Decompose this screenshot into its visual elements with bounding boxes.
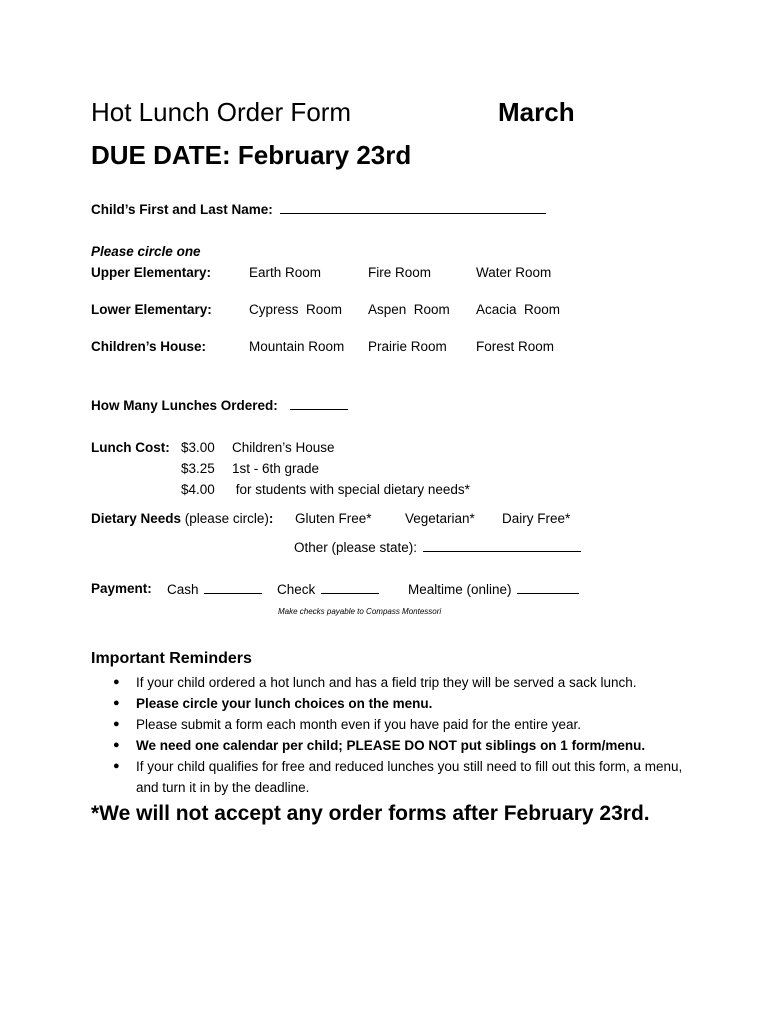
reminder-text: Please submit a form each month even if you have paid for the entire year.: [136, 717, 581, 732]
deadline-warning: *We will not accept any order forms after February 23rd.: [91, 802, 650, 825]
payment-label: Payment:: [91, 581, 152, 596]
dietary-label: Dietary Needs: [91, 511, 182, 526]
dietary-note: (please circle): [181, 511, 269, 526]
checks-payable-note: Make checks payable to Compass Montessori: [278, 607, 442, 616]
dietary-other-label: Other (please state):: [294, 540, 418, 555]
dietary-other-blank[interactable]: [423, 539, 581, 552]
bullet-icon: ●: [113, 676, 120, 688]
room-option[interactable]: Cypress Room: [249, 302, 343, 317]
form-title: Hot Lunch Order Form: [91, 97, 352, 127]
room-option[interactable]: Aspen Room: [368, 302, 450, 317]
reminder-text: We need one calendar per child; PLEASE DO NOT put siblings on 1 form/menu.: [136, 738, 646, 753]
reminder-item: [113, 672, 693, 693]
payment-mealtime-label: Mealtime (online): [408, 582, 512, 597]
room-row-label: Children’s House:: [91, 339, 207, 354]
payment-mealtime-blank[interactable]: [517, 581, 579, 594]
dietary-option[interactable]: Dairy Free*: [502, 511, 571, 526]
lunch-price-desc: Children’s House: [232, 440, 335, 455]
reminder-item: [113, 735, 693, 756]
reminder-item: [113, 756, 693, 798]
lunches-ordered-blank[interactable]: [290, 397, 348, 410]
payment-check-label: Check: [277, 582, 316, 597]
room-row-label: Lower Elementary:: [91, 302, 212, 317]
lunches-ordered-label: How Many Lunches Ordered:: [91, 398, 278, 413]
form-month: March: [498, 97, 575, 127]
bullet-icon: ●: [113, 760, 120, 772]
dietary-option[interactable]: Vegetarian*: [405, 511, 475, 526]
lunch-price: $3.25: [181, 461, 215, 476]
reminder-item: [113, 714, 693, 735]
child-name-blank[interactable]: [280, 201, 546, 214]
room-option[interactable]: Acacia Room: [476, 302, 561, 317]
payment-cash-blank[interactable]: [204, 581, 262, 594]
lunches-ordered-field: [91, 397, 348, 413]
lunch-price-desc: 1st - 6th grade: [232, 461, 320, 476]
dietary-needs-label: [91, 511, 273, 526]
bullet-icon: ●: [113, 697, 120, 709]
room-option[interactable]: Prairie Room: [368, 339, 447, 354]
payment-cash-label: Cash: [167, 582, 199, 597]
payment-check-field: [277, 581, 379, 597]
payment-mealtime-field: [408, 581, 579, 597]
due-date: DUE DATE: February 23rd: [91, 140, 412, 170]
reminder-text: If your child qualifies for free and reduced lunches you still need to fill out this form, a menu, and turn it in by the deadline.: [136, 759, 683, 795]
lunch-price: $4.00: [181, 482, 215, 497]
room-option[interactable]: Forest Room: [476, 339, 555, 354]
dietary-other-field: [294, 539, 581, 555]
dietary-option[interactable]: Gluten Free*: [295, 511, 372, 526]
room-option[interactable]: Mountain Room: [249, 339, 345, 354]
child-name-label: Child’s First and Last Name:: [91, 202, 273, 217]
lunch-cost-label: Lunch Cost:: [91, 440, 170, 455]
reminders-heading: Important Reminders: [91, 650, 252, 667]
room-option[interactable]: Fire Room: [368, 265, 432, 280]
reminder-item: [113, 693, 693, 714]
room-row-label: Upper Elementary:: [91, 265, 212, 280]
reminders-list: [113, 672, 693, 798]
reminder-text: If your child ordered a hot lunch and has a field trip they will be served a sack lunch.: [136, 675, 637, 690]
circle-instruction: Please circle one: [91, 244, 201, 259]
payment-check-blank[interactable]: [321, 581, 379, 594]
payment-cash-field: [167, 581, 262, 597]
bullet-icon: ●: [113, 739, 120, 751]
child-name-field: [91, 201, 546, 217]
dietary-colon: :: [268, 511, 274, 526]
lunch-price: $3.00: [181, 440, 215, 455]
lunch-price-desc: for students with special dietary needs*: [232, 482, 470, 497]
room-option[interactable]: Earth Room: [249, 265, 322, 280]
room-option[interactable]: Water Room: [476, 265, 552, 280]
reminder-text: Please circle your lunch choices on the menu.: [136, 696, 433, 711]
bullet-icon: ●: [113, 718, 120, 730]
